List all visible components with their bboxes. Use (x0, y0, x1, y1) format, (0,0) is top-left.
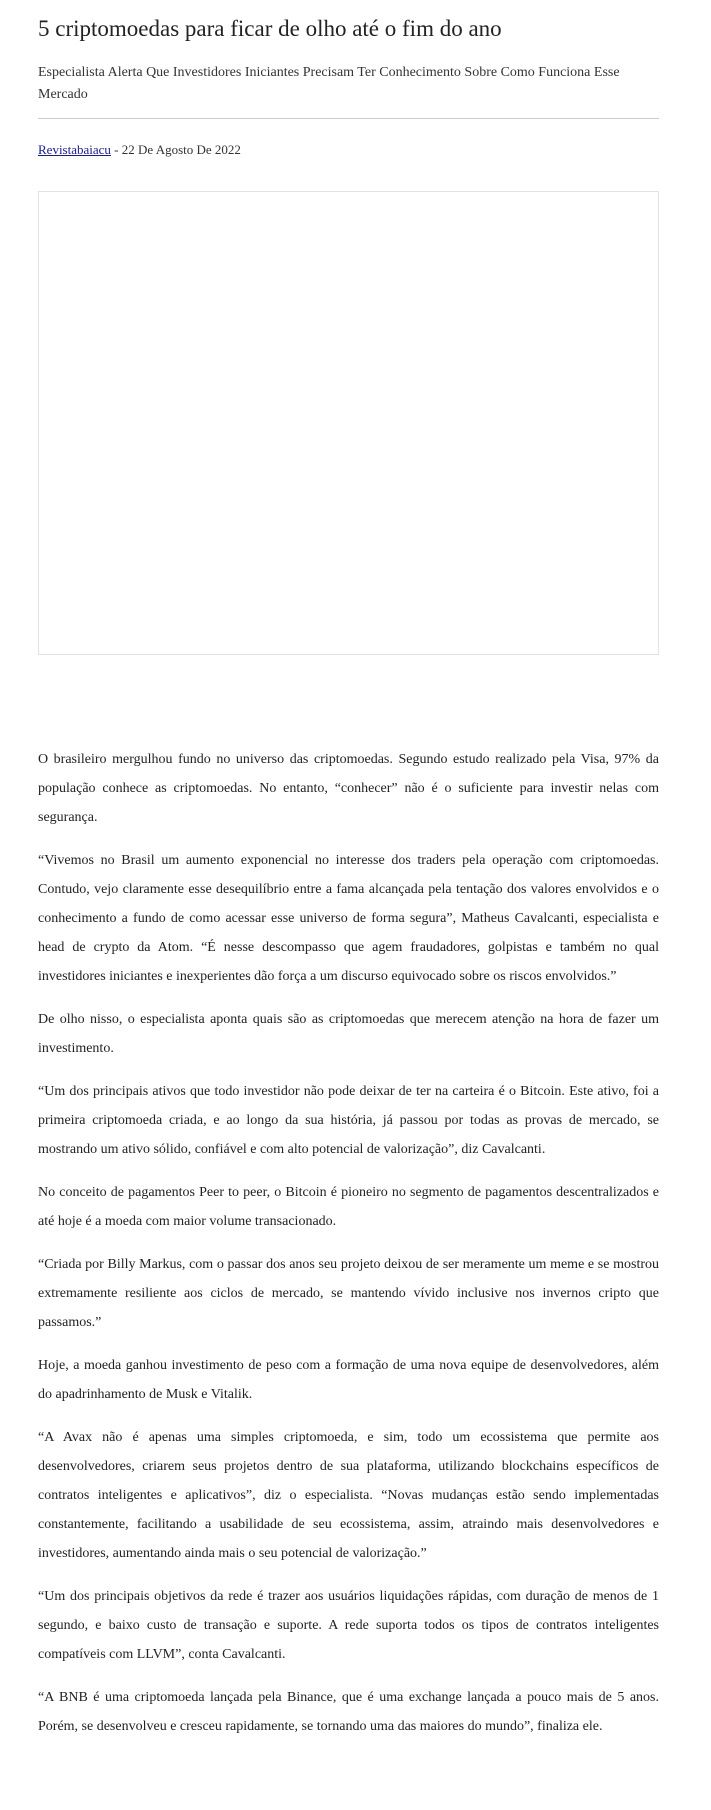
article (38, 0, 659, 1741)
paragraph: “A Avax não é apenas uma simples criptomoeda, e sim, todo um ecossistema que permite aos desenvolvedores, criarem seus projetos dentro de sua plataforma, utilizando blockchains específicos de contratos inteligentes e aplicativos”, diz o especialista. “Novas mudanças estão sendo implementadas constantemente, facilitando a usabilidade de seu ecossistema, assim, atraindo mais desenvolvedores e investidores, aumentando ainda mais o seu potencial de valorização.” (38, 1430, 659, 1561)
paragraph: “Um dos principais ativos que todo investidor não pode deixar de ter na carteira é o Bitcoin. Este ativo, foi a primeira criptomoeda criada, e ao longo da sua história, já passou por todas as provas de mercado, se mostrando um ativo sólido, confiável e com alto potencial de valorização”, diz Cavalcanti. (38, 1084, 659, 1157)
paragraph: “A BNB é uma criptomoeda lançada pela Binance, que é uma exchange lançada a pouco mais de 5 anos. Porém, se desenvolveu e cresceu rapidamente, se tornando uma das maiores do mundo”, finaliza ele. (38, 1690, 659, 1734)
article-title: 5 criptomoedas para ficar de olho até o fim do ano (38, 16, 502, 41)
article-subtitle: Especialista Alerta Que Investidores Iniciantes Precisam Ter Conhecimento Sobre Como Funciona Esse Mercado (38, 65, 620, 102)
featured-media-placeholder (38, 191, 659, 655)
byline (38, 141, 659, 159)
paragraph: No conceito de pagamentos Peer to peer, o Bitcoin é pioneiro no segmento de pagamentos descentralizados e até hoje é a moeda com maior volume transacionado. (38, 1185, 659, 1229)
paragraph: O brasileiro mergulhou fundo no universo das criptomoedas. Segundo estudo realizado pela Visa, 97% da população conhece as criptomoedas. No entanto, “conhecer” não é o suficiente para investir nelas com segurança. (38, 752, 659, 825)
paragraph: De olho nisso, o especialista aponta quais são as criptomoedas que merecem atenção na hora de fazer um investimento. (38, 1012, 659, 1056)
paragraph: Hoje, a moeda ganhou investimento de peso com a formação de uma nova equipe de desenvolvedores, além do apadrinhamento de Musk e Vitalik. (38, 1358, 659, 1402)
header-divider (38, 118, 659, 119)
paragraph: “Criada por Billy Markus, com o passar dos anos seu projeto deixou de ser meramente um meme e se mostrou extremamente resiliente aos ciclos de mercado, se mantendo vívido inclusive nos invernos cripto que passamos.” (38, 1257, 659, 1330)
byline-separator: - (110, 142, 122, 157)
author-link[interactable]: Revistabaiacu (38, 142, 111, 157)
article-body (38, 745, 659, 1741)
paragraph: “Um dos principais objetivos da rede é trazer aos usuários liquidações rápidas, com duração de menos de 1 segundo, e baixo custo de transação e suporte. A rede suporta todos os tipos de contratos inteligentes compatíveis com LLVM”, conta Cavalcanti. (38, 1589, 659, 1662)
publish-date: 22 De Agosto De 2022 (121, 142, 241, 157)
paragraph: “Vivemos no Brasil um aumento exponencial no interesse dos traders pela operação com criptomoedas. Contudo, vejo claramente esse desequilíbrio entre a fama alcançada pela tentação dos valores envolvidos e o conhecimento a fundo de como acessar esse universo de forma segura”, Matheus Cavalcanti, especialista e head de crypto da Atom. “É nesse descompasso que agem fraudadores, golpistas e também no qual investidores iniciantes e inexperientes dão força a um discurso equivocado sobre os riscos envolvidos.” (38, 853, 659, 984)
